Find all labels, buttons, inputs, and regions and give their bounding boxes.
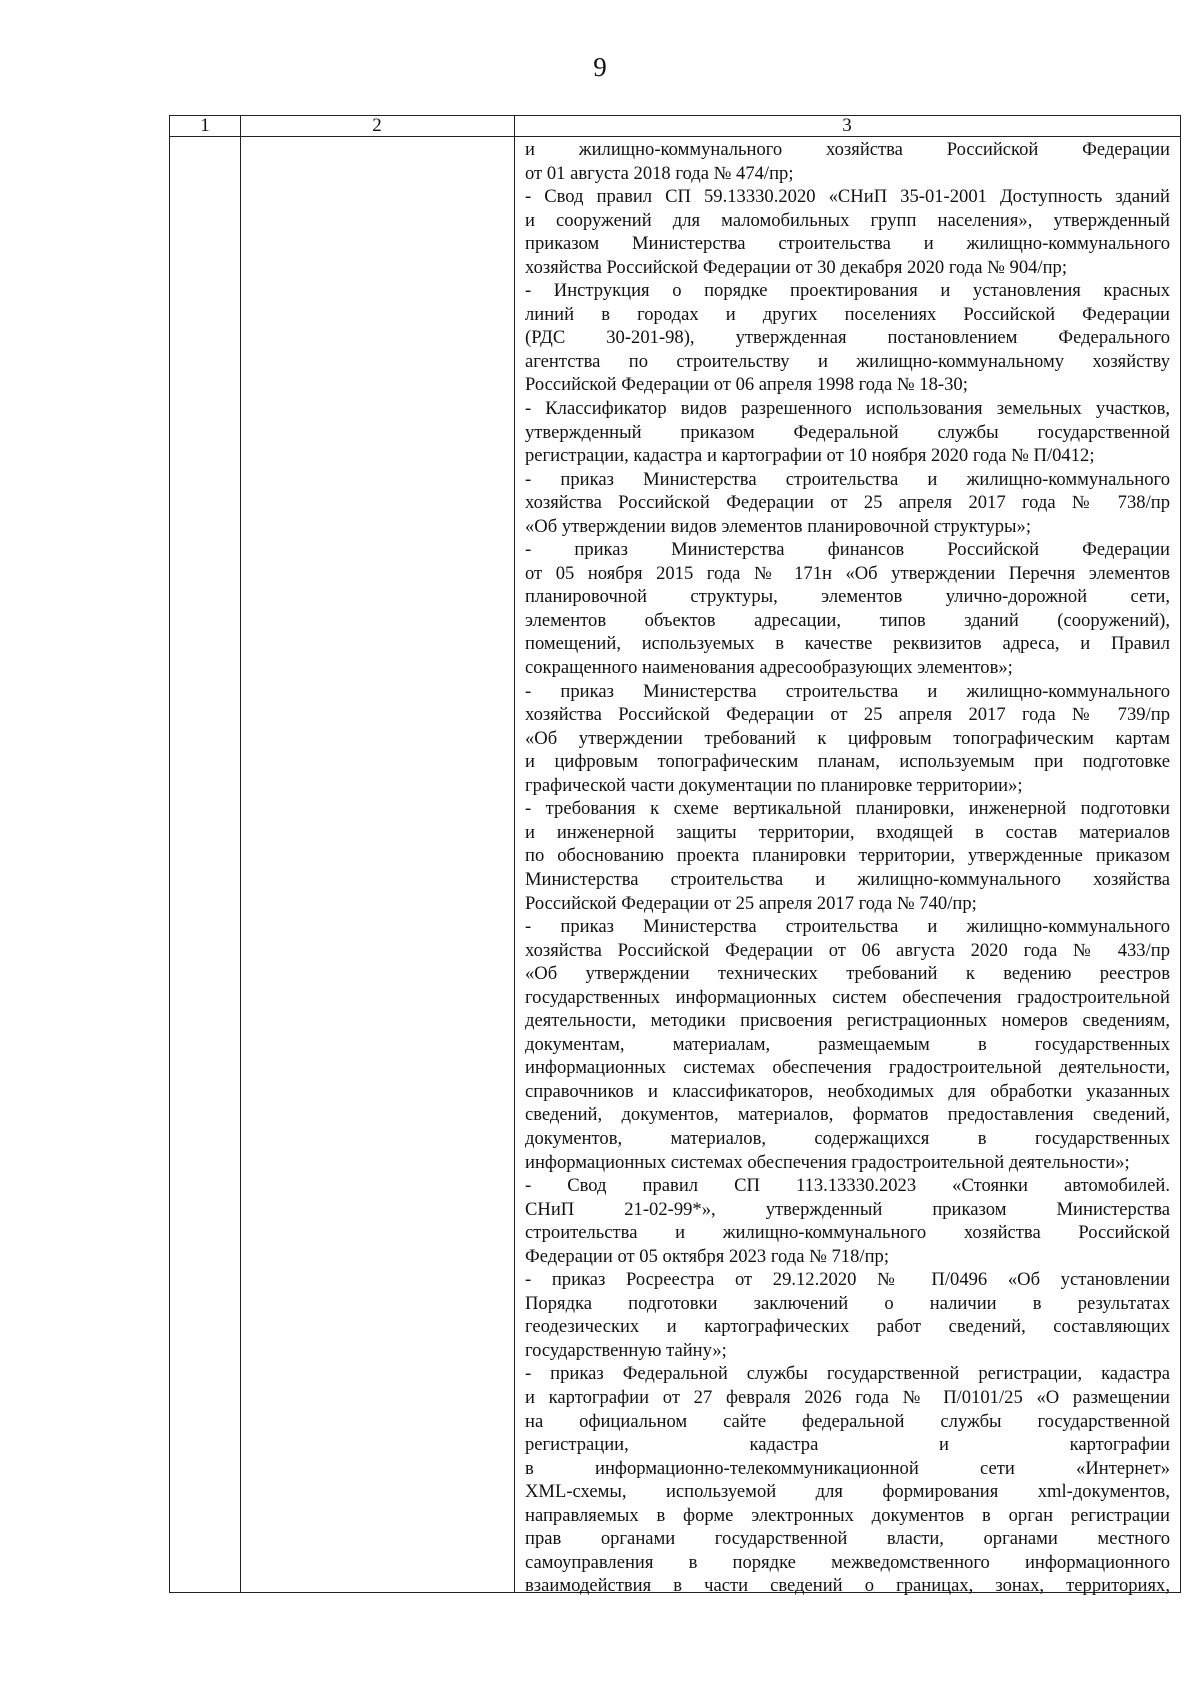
text-line: - приказ Министерства финансов Российской Федерации: [525, 539, 1170, 561]
text-line: (РДС 30-201-98), утвержденная постановлением Федерального: [525, 327, 1170, 349]
text-line: справочников и классификаторов, необходимых для обработки указанных: [525, 1080, 1170, 1102]
text-line: и инженерной защиты территории, входящей в состав материалов: [525, 821, 1170, 843]
text-line: информационных системах обеспечения градостроительной деятельности»;: [525, 1151, 1130, 1173]
page-number: 9: [593, 52, 607, 82]
text-line: элементов объектов адресации, типов зданий (сооружений),: [525, 609, 1170, 631]
text-line: деятельности, методики присвоения регистрационных номеров сведениям,: [525, 1010, 1170, 1032]
text-line: - приказ Министерства строительства и жилищно-коммунального: [525, 468, 1170, 490]
text-line: «Об утверждении видов элементов планировочной структуры»;: [525, 515, 1032, 537]
text-line: геодезических и картографических работ сведений, составляющих: [525, 1316, 1170, 1338]
text-line: от 05 ноября 2015 года № 171н «Об утверждении Перечня элементов: [525, 562, 1170, 584]
text-line: строительства и жилищно-коммунального хозяйства Российской: [525, 1222, 1170, 1244]
text-line: сокращенного наименования адресообразующих элементов»;: [525, 657, 1013, 679]
document-table: [169, 115, 1181, 1597]
text-line: хозяйства Российской Федерации от 25 апреля 2017 года № 739/пр: [525, 704, 1170, 726]
text-line: регистрации, кадастра и картографии: [525, 1434, 1170, 1456]
text-line: - приказ Росреестра от 29.12.2020 № П/0496 «Об установлении: [525, 1269, 1170, 1291]
text-line: Российской Федерации от 06 апреля 1998 года № 18-30;: [525, 374, 968, 396]
text-line: утвержденный приказом Федеральной службы государственной: [525, 421, 1170, 443]
text-line: на официальном сайте федеральной службы государственной: [525, 1410, 1170, 1432]
text-line: хозяйства Российской Федерации от 25 апреля 2017 года № 738/пр: [525, 492, 1170, 514]
text-line: - приказ Министерства строительства и жилищно-коммунального: [525, 680, 1170, 702]
text-line: и картографии от 27 февраля 2026 года № П/0101/25 «О размещении: [525, 1386, 1170, 1408]
text-line: - Классификатор видов разрешенного использования земельных участков,: [525, 398, 1170, 420]
text-line: - требования к схеме вертикальной планировки, инженерной подготовки: [525, 798, 1170, 820]
column-divider-1: [240, 116, 241, 1592]
text-line: - Свод правил СП 113.13330.2023 «Стоянки автомобилей.: [525, 1175, 1170, 1197]
text-line: от 01 августа 2018 года № 474/пр;: [525, 162, 794, 184]
text-line: приказом Министерства строительства и жилищно-коммунального: [525, 233, 1170, 255]
text-line: по обоснованию проекта планировки территории, утвержденные приказом: [525, 845, 1170, 867]
text-line: информационных системах обеспечения градостроительной деятельности,: [525, 1057, 1170, 1079]
column-divider-2: [514, 116, 515, 1592]
text-line: графической части документации по планировке территории»;: [525, 774, 1023, 796]
text-line: регистрации, кадастра и картографии от 10 ноября 2020 года № П/0412;: [525, 445, 1095, 467]
text-line: сведений, документов, материалов, форматов предоставления сведений,: [525, 1104, 1170, 1126]
text-line: хозяйства Российской Федерации от 06 августа 2020 года № 433/пр: [525, 939, 1170, 961]
text-line: Порядка подготовки заключений о наличии в результатах: [525, 1292, 1170, 1314]
text-line: помещений, используемых в качестве реквизитов адреса, и Правил: [525, 633, 1170, 655]
text-line: Министерства строительства и жилищно-коммунального хозяйства: [525, 868, 1170, 890]
text-line: и жилищно-коммунального хозяйства Российской Федерации: [525, 139, 1170, 160]
text-line: государственную тайну»;: [525, 1339, 727, 1361]
text-line: документов, материалов, содержащихся в государственных: [525, 1127, 1170, 1149]
text-line: и сооружений для маломобильных групп населения», утвержденный: [525, 209, 1170, 231]
text-line: «Об утверждении технических требований к ведению реестров: [525, 963, 1170, 985]
text-line: - приказ Федеральной службы государственной регистрации, кадастра: [525, 1363, 1170, 1385]
text-line: самоуправления в порядке межведомственного информационного: [525, 1551, 1170, 1573]
text-line: прав органами государственной власти, органами местного: [525, 1528, 1170, 1550]
text-line: Федерации от 05 октября 2023 года № 718/пр;: [525, 1245, 889, 1267]
text-line: взаимодействия в части сведений о границах, зонах, территориях,: [525, 1575, 1170, 1597]
text-line: - Свод правил СП 59.13330.2020 «СНиП 35-01-2001 Доступность зданий: [525, 186, 1170, 208]
text-line: направляемых в форме электронных документов в орган регистрации: [525, 1504, 1170, 1526]
column-header-1: 1: [200, 115, 210, 136]
text-line: в информационно-телекоммуникационной сети «Интернет»: [525, 1457, 1170, 1479]
text-line: агентства по строительству и жилищно-коммунальному хозяйству: [525, 350, 1170, 372]
text-line: и цифровым топографическим планам, используемым при подготовке: [525, 751, 1170, 773]
text-line: хозяйства Российской Федерации от 30 декабря 2020 года № 904/пр;: [525, 256, 1068, 278]
text-line: - Инструкция о порядке проектирования и установления красных: [525, 280, 1170, 302]
text-line: - приказ Министерства строительства и жилищно-коммунального: [525, 916, 1170, 938]
column-header-3: 3: [842, 115, 852, 136]
table-header-row: [170, 116, 1180, 137]
text-line: «Об утверждении требований к цифровым топографическим картам: [525, 727, 1170, 749]
text-line: XML-схемы, используемой для формирования xml-документов,: [525, 1481, 1170, 1503]
text-line: линий в городах и других поселениях Российской Федерации: [525, 303, 1170, 325]
text-line: государственных информационных систем обеспечения градостроительной: [525, 986, 1170, 1008]
text-line: Российской Федерации от 25 апреля 2017 года № 740/пр;: [525, 892, 977, 914]
column-header-2: 2: [372, 115, 382, 136]
text-line: СНиП 21-02-99*», утвержденный приказом Министерства: [525, 1198, 1170, 1220]
text-line: планировочной структуры, элементов улично-дорожной сети,: [525, 586, 1170, 608]
text-line: документам, материалам, размещаемым в государственных: [525, 1033, 1170, 1055]
column-3-content: [525, 138, 1170, 1598]
